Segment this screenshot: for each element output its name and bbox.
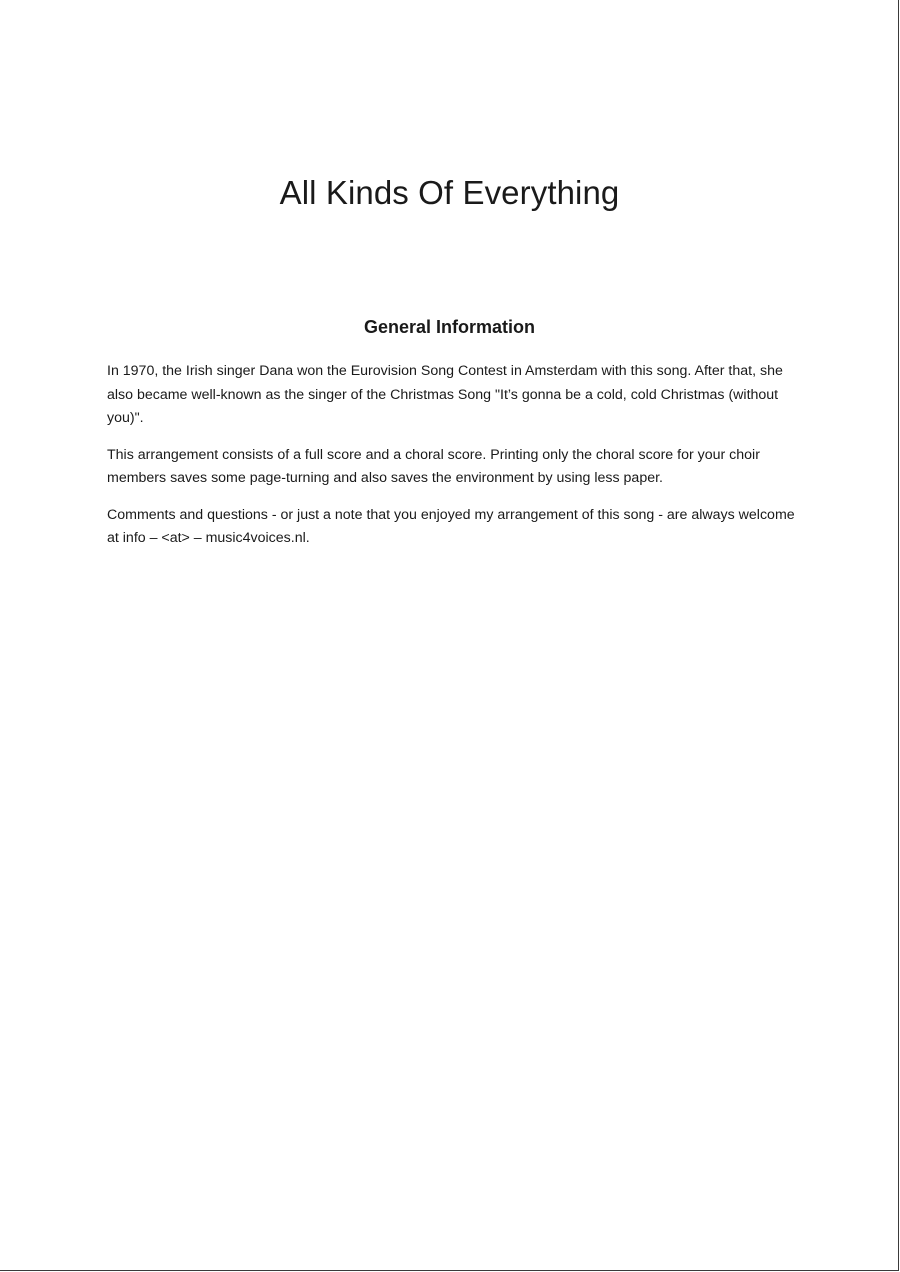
paragraph-history: In 1970, the Irish singer Dana won the Eurovision Song Contest in Amsterdam with this song. After that, she also became well-known as the singer of the Christmas Song "It’s gonna be a cold, cold Christmas (without you)".: [107, 363, 783, 426]
section-heading: General Information: [363, 317, 536, 337]
document-title: All Kinds Of Everything: [279, 174, 620, 211]
body-text: [107, 360, 797, 564]
paragraph-arrangement: This arrangement consists of a full score and a choral score. Printing only the choral score for your choir members saves some page-turning and also saves the environment by using less paper.: [107, 446, 760, 486]
paragraph-contact: Comments and questions - or just a note that you enjoyed my arrangement of this song - are always welcome at info – <at> – music4voices.nl.: [107, 506, 795, 546]
